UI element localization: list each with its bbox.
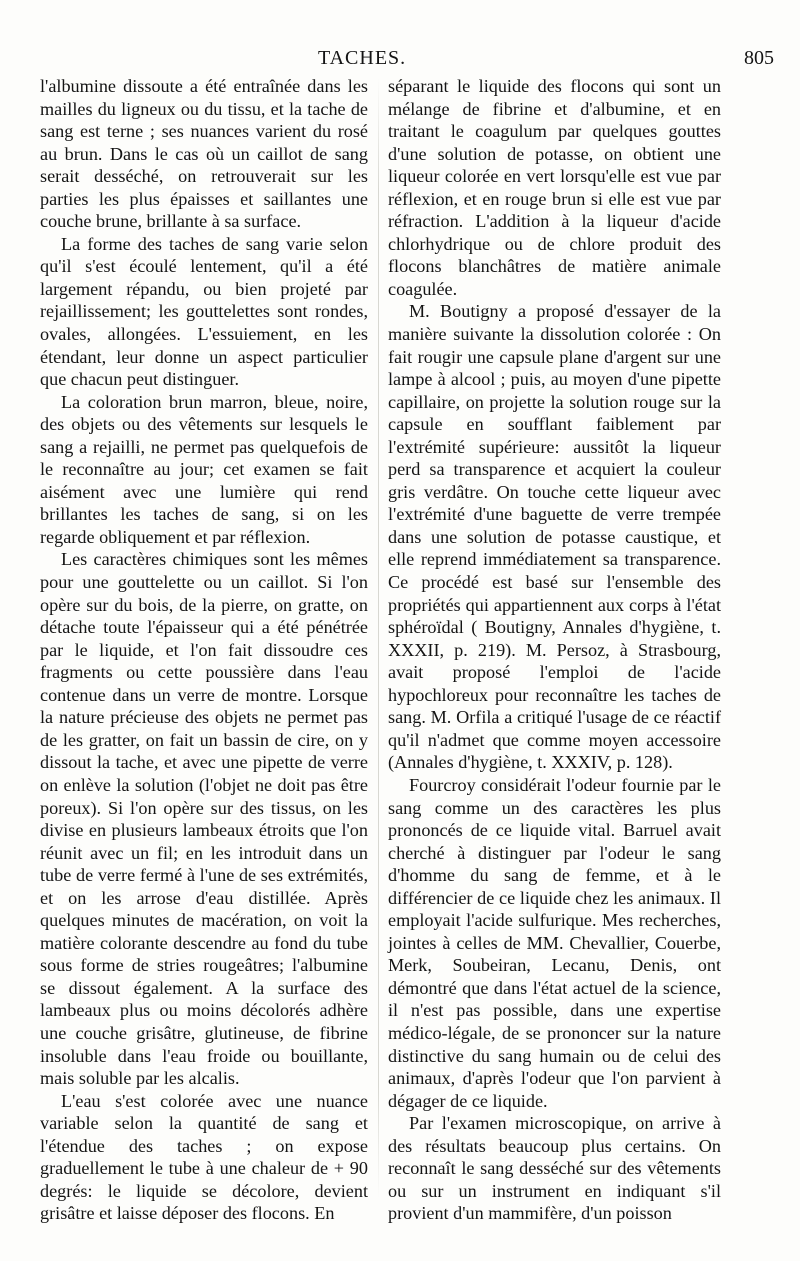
paragraph: Les caractères chimiques sont les mêmes pour une gouttelette ou un caillot. Si l'on opère sur du bois, de la pierre, on gratte, on détache toute l'épaisseur qui a été pénétrée par le liquide, et l'on fait dissoudre ces fragments ou cette poussière dans l'eau contenue dans un verre de montre. Lorsque la nature précieuse des objets ne permet pas de les gratter, on fait un bassin de cire, on y dissout la tache, et avec une pipette de verre on enlève la solution (l'objet ne doit pas être poreux). Si l'on opère sur des tissus, on les divise en plusieurs lambeaux étroits que l'on réunit avec un fil; en les introduit dans un tube de verre fermé à l'une de ses extrémités, et on les arrose d'eau distillée. Après quelques minutes de macération, on voit la matière colorante descendre au fond du tube sous forme de stries rougeâtres; l'albumine se dissout également. A la surface des lambeaux plus ou moins décolorés adhère une couche grisâtre, glutineuse, de fibrine insoluble dans l'eau froide ou bouillante, mais soluble par les alcalis.: [40, 549, 368, 1089]
paragraph: séparant le liquide des flocons qui sont un mélange de fibrine et d'albumine, et en traitant le coagulum par quelques gouttes d'une solution de potasse, on obtient une liqueur colorée en vert lorsqu'elle est vue par réflexion, et en rouge brun si elle est vue par réfraction. L'addition à la liqueur d'acide chlorhydrique ou de chlore produit des flocons blanchâtres de matière animale coagulée.: [388, 76, 721, 299]
text-column-left: [40, 75, 368, 1225]
page-number: 805: [744, 47, 774, 69]
paragraph: l'albumine dissoute a été entraînée dans les mailles du ligneux ou du tissu, et la tache de sang est terne ; ses nuances varient du rosé au brun. Dans le cas où un caillot de sang serait desséché, on retrouverait sur les parties les plus épaisses et saillantes une couche brune, brillante à sa surface.: [40, 76, 368, 232]
page-header: [0, 44, 800, 74]
column-divider: [378, 78, 379, 1198]
paragraph: Par l'examen microscopique, on arrive à des résultats beaucoup plus certains. On reconnaît le sang desséché sur des vêtements ou sur un instrument en indiquant s'il provient d'un mammifère, d'un poisson: [388, 1113, 721, 1224]
paragraph: M. Boutigny a proposé d'essayer de la manière suivante la dissolution colorée : On fait rougir une capsule plane d'argent sur une lampe à alcool ; puis, au moyen d'une pipette capillaire, on projette la solution rouge sur la capsule en soufflant faiblement par l'extrémité supérieure: aussitôt la liqueur perd sa transparence et acquiert la couleur gris verdâtre. On touche cette liqueur avec l'extrémité d'une baguette de verre trempée dans une solution de potasse caustique, et elle reprend immédiatement sa transparence. Ce procédé est basé sur l'ensemble des propriétés qui appartiennent aux corps à l'état sphéroïdal ( Boutigny, Annales d'hygiène, t. XXXII, p. 219). M. Persoz, à Strasbourg, avait proposé l'emploi de l'acide hypochloreux pour reconnaître les taches de sang. M. Orfila a critiqué l'usage de ce réactif qu'il n'admet que comme moyen accessoire (Annales d'hygiène, t. XXXIV, p. 128).: [388, 301, 721, 773]
paragraph: La forme des taches de sang varie selon qu'il s'est écoulé lentement, qu'il a été largement répandu, ou bien projeté par rejaillissement; les gouttelettes sont rondes, ovales, allongées. L'essuiement, en les étendant, leur donne un aspect particulier que chacun peut distinguer.: [40, 233, 368, 390]
paragraph: L'eau s'est colorée avec une nuance variable selon la quantité de sang et l'étendue des taches ; on expose graduellement le tube à une chaleur de + 90 degrés: le liquide se décolore, devient grisâtre et laisse déposer des flocons. En: [40, 1090, 368, 1224]
paragraph: Fourcroy considérait l'odeur fournie par le sang comme un des caractères les plus prononcés de ce liquide vital. Barruel avait cherché à distinguer par l'odeur le sang d'homme du sang de femme, et à le différencier de ce liquide chez les animaux. Il employait l'acide sulfurique. Mes recherches, jointes à celles de MM. Chevallier, Couerbe, Merk, Soubeiran, Lecanu, Denis, ont démontré que dans l'état actuel de la science, il n'est pas possible, dans une expertise médico-légale, de se prononcer sur la nature distinctive du sang humain ou de celui des animaux, d'après l'odeur que l'on parvient à dégager de ce liquide.: [388, 774, 721, 1111]
running-title: TACHES.: [318, 47, 407, 69]
text-column-right: [388, 75, 721, 1225]
paragraph: La coloration brun marron, bleue, noire, des objets ou des vêtements sur lesquels le sang a rejailli, ne permet pas quelquefois de le reconnaître au jour; cet examen se fait aisément avec une lumière qui rend brillantes les taches de sang, si on les regarde obliquement et par réflexion.: [40, 391, 368, 547]
